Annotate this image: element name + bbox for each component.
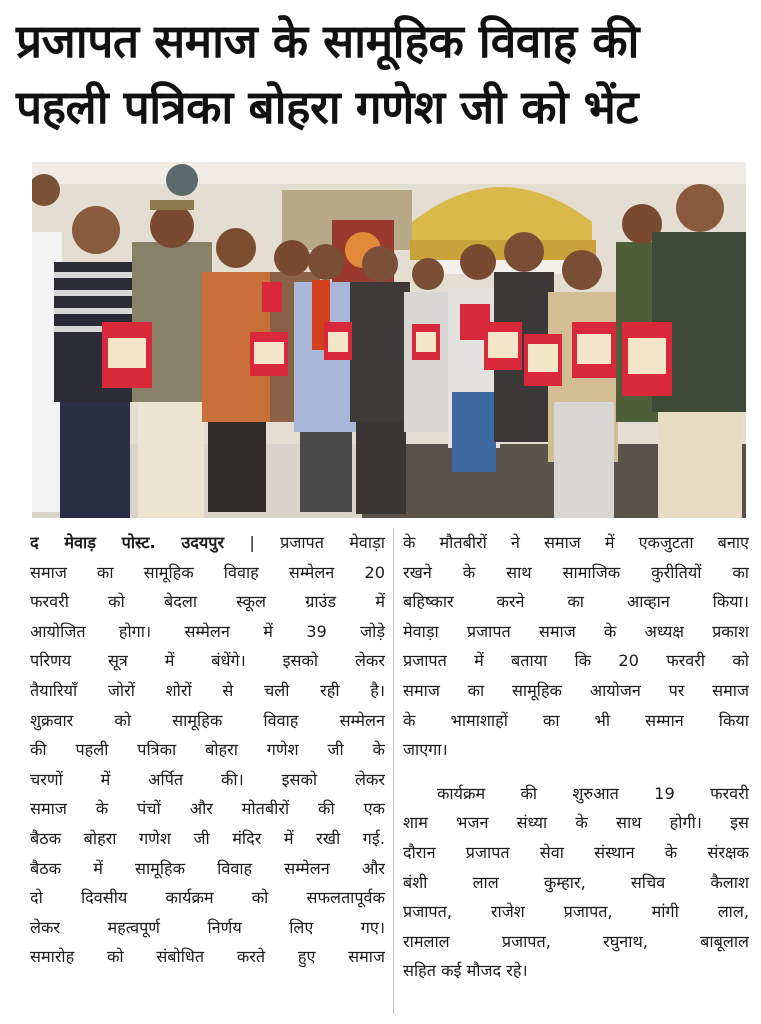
article-line: परिणय सूत्र में बंधेंगे। इसको लेकर [30, 651, 385, 671]
article-line: समारोह को संबोधित करते हुए समाज [30, 947, 385, 967]
article-line: रामलाल प्रजापत, रघुनाथ, बाबूलाल [403, 931, 749, 951]
article-line: बैठक में सामूहिक विवाह सम्मेलन और [30, 858, 385, 878]
article-line: प्रजापत, राजेश प्रजापत, मांगी लाल, [403, 902, 749, 922]
article-line: मेवाड़ा प्रजापत समाज के अध्यक्ष प्रकाश [403, 621, 749, 641]
article-line: समाज का सामूहिक आयोजन पर समाज [403, 680, 749, 700]
headline-line-2: पहली पत्रिका बोहरा गणेश जी को भेंट [16, 80, 638, 134]
dateline-separator: | [249, 533, 255, 552]
article-line: शुक्रवार को सामूहिक विवाह सम्मेलन [30, 710, 385, 730]
article-line: लेकर महत्वपूर्ण निर्णय लिए गए। [30, 917, 385, 937]
article-line: फरवरी को बेदला स्कूल ग्राउंड में [30, 592, 385, 612]
paragraph-gap [403, 765, 749, 779]
article-line: के मौतबीरों ने समाज में एकजुटता बनाए [403, 533, 749, 552]
article-line: दौरान प्रजापत सेवा संस्थान के संरक्षक [403, 842, 749, 862]
column-divider [393, 528, 394, 1014]
article-line: आयोजित होगा। सम्मेलन में 39 जोड़े [30, 621, 385, 641]
article-line-text: प्रजापत मेवाड़ा [280, 533, 385, 552]
article-line [30, 528, 385, 558]
article-line: कार्यक्रम की शुरुआत 19 फरवरी [437, 783, 749, 803]
article-line: प्रजापत में बताया कि 20 फरवरी को [403, 651, 749, 671]
news-photo [32, 162, 746, 518]
dateline: द मेवाड़ पोस्ट. उदयपुर [30, 533, 225, 552]
article-line: रखने के साथ सामाजिक कुरीतियों का [403, 562, 749, 582]
headline-line-1: प्रजापत समाज के सामूहिक विवाह की [16, 14, 639, 68]
photo-ceiling [32, 162, 746, 184]
photo-fan [166, 164, 198, 196]
article-line: की पहली पत्रिका बोहरा गणेश जी के [30, 740, 385, 760]
article-line: जाएगा। [403, 740, 448, 760]
headline [16, 8, 746, 140]
article-line: बैठक बोहरा गणेश जी मंदिर में रखी गई. [30, 828, 385, 848]
article-column-right [403, 528, 749, 986]
article-line: चरणों में अर्पित की। इसको लेकर [30, 769, 385, 789]
news-photo-illustration [32, 162, 746, 518]
article-line: बहिष्कार करने का आव्हान किया। [403, 592, 749, 612]
article-line: तैयारियाँ जोरों शोरों से चली रही है। [30, 680, 385, 700]
article-column-left [30, 528, 385, 972]
article-line: शाम भजन संध्या के साथ होगी। इस [403, 813, 749, 833]
article-line: समाज का सामूहिक विवाह सम्मेलन 20 [30, 562, 385, 582]
article-line: बंशी लाल कुम्हार, सचिव कैलाश [403, 872, 749, 892]
article-line: समाज के पंचों और मोतबीरों की एक [30, 799, 385, 819]
article-line: के भामाशाहों का भी सम्मान किया [403, 710, 749, 730]
article-line: सहित कई मौजद रहे। [403, 961, 528, 981]
article-line: दो दिवसीय कार्यक्रम को सफलतापूर्वक [30, 888, 385, 908]
